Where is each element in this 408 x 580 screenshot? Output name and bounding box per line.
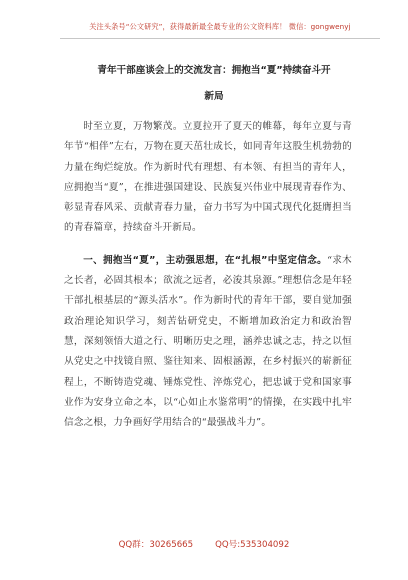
footer-qq-number: QQ号:535304092: [215, 540, 290, 550]
title-line-2: 新局: [204, 91, 224, 102]
header-banner: 关注头条号“公文研究”，获得最新最全最专业的公文资料库！ 微信：gongwenyj: [60, 22, 380, 39]
section-1-body: “求木之长者，必固其根本；欲流之远者，必浚其泉源。”理想信念是年轻干部扎根基层的“源头活水”。作为新时代的青年干部，要自觉加强政治理论知识学习，刻苦钻研党史，不断增加政治定力和政治智慧，深刻领悟大道之行、明晰历史之理，涵养忠诚之志，持之以恒从党史之中找镜自照、鉴往知来、固根涵源，在乡村振兴的崭新征程上，不断铸造党魂、锤炼党性、淬炼党心，把忠诚于党和国家事业作为安身立命之本，以“心如止水鉴常明”的情操，在实践中扎牢信念之根，力争画好学用结合的“最强战斗力”。: [64, 254, 352, 429]
footer-contact: [0, 538, 408, 550]
footer-qq-group: QQ群：30265665: [118, 540, 194, 550]
intro-paragraph: 时至立夏，万物繁茂。立夏拉开了夏天的帷幕，每年立夏与青年节“相伴”左右，万物在夏天茁壮成长，如同青年这股生机勃勃的力量在绚烂绽放。作为新时代有理想、有本领、有担当的青年人，应拥抱当“夏”，在推进强国建设、民族复兴伟业中展现青春作为、彰显青春风采、贡献青春力量，奋力书写为中国式现代化挺膺担当的青春篇章，持续奋斗开新局。: [64, 121, 352, 234]
section-1-paragraph: [64, 251, 352, 434]
section-1-heading: 一、拥抱当“夏”，主动强思想，在“扎根”中坚定信念。: [83, 254, 328, 266]
document-title: [64, 58, 364, 110]
document-body: [64, 117, 352, 433]
title-line-1: 青年干部座谈会上的交流发言：拥抱当“夏”持续奋斗开: [97, 65, 331, 76]
